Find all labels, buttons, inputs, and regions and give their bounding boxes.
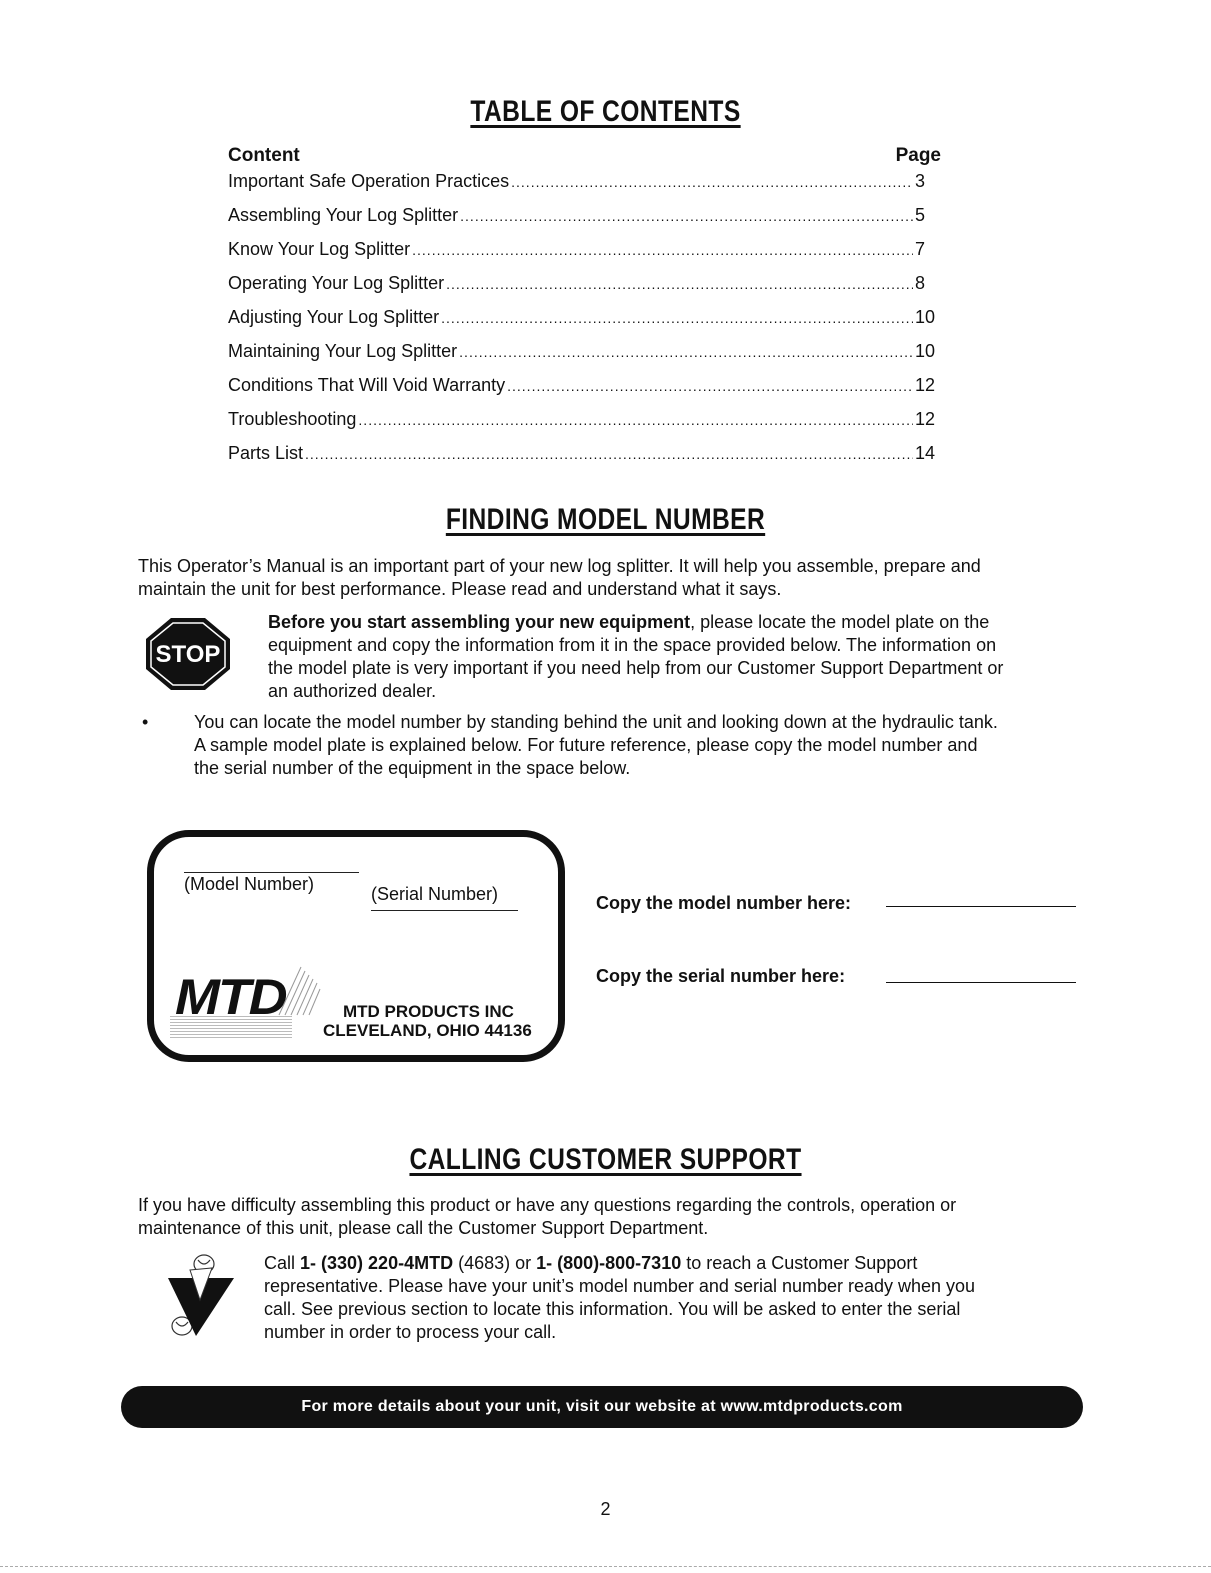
notice-text: equipment and copy the information from it in the space provided below. The information on <box>268 635 997 655</box>
support-text: (4683) or <box>453 1253 537 1273</box>
copy-model-label: Copy the model number here: <box>596 893 852 913</box>
bullet-text: You can locate the model number by standing behind the unit and looking down at the hydraulic tank. <box>194 712 998 732</box>
toc-entry-title: Parts List <box>228 443 304 463</box>
notice-text: the model plate is very important if you need help from our Customer Support Department or <box>268 658 1004 678</box>
mtd-company-city: CLEVELAND, OHIO 44136 <box>323 1021 532 1040</box>
mtd-logo-wing-icon <box>275 965 321 1017</box>
mtd-logo: MTD <box>175 969 286 1025</box>
toc-entry-title: Know Your Log Splitter <box>228 239 411 259</box>
toc-entry-title: Operating Your Log Splitter <box>228 273 445 293</box>
finding-model-number-title: FINDING MODEL NUMBER <box>445 503 766 536</box>
support-text: representative. Please have your unit’s model number and serial number ready when you <box>264 1276 976 1296</box>
serial-number-label: (Serial Number) <box>371 884 499 904</box>
toc-entry-title: Adjusting Your Log Splitter <box>228 307 440 327</box>
notice-bold: Before you start assembling your new equipment <box>268 612 691 632</box>
toc-entry-page: 10 <box>915 307 936 327</box>
support-intro-line: maintenance of this unit, please call the Customer Support Department. <box>138 1218 709 1238</box>
toc-entry <box>228 375 941 409</box>
finding-intro-line: maintain the unit for best performance. Please read and understand what it says. <box>138 579 782 599</box>
bullet-text: the serial number of the equipment in the space below. <box>194 758 631 778</box>
toc-entry <box>228 239 941 273</box>
toc-entry <box>228 171 941 205</box>
support-intro <box>138 1194 1098 1240</box>
toc-entries <box>228 171 941 477</box>
toc-entry <box>228 307 941 341</box>
toc-entry <box>228 341 941 375</box>
copy-serial-label: Copy the serial number here: <box>596 966 846 986</box>
copy-model-line <box>886 906 1076 907</box>
support-intro-line: If you have difficulty assembling this product or have any questions regarding the controls, operation or <box>138 1195 957 1215</box>
bullet-marker: • <box>142 712 149 732</box>
toc-leader-dots <box>305 446 913 462</box>
toc-content-header: Content <box>228 145 300 166</box>
bullet-paragraph <box>194 711 1094 780</box>
support-call-paragraph <box>264 1252 1084 1344</box>
toc-entry-page: 10 <box>915 341 936 361</box>
support-text: number in order to process your call. <box>264 1322 557 1342</box>
stop-sign-label: STOP <box>155 641 221 668</box>
toc-leader-dots <box>460 208 913 224</box>
toc-page-header: Page <box>895 145 941 166</box>
support-phone-2: 1- (800)-800-7310 <box>536 1253 682 1273</box>
model-number-line <box>184 872 359 873</box>
notice-text: an authorized dealer. <box>268 681 437 701</box>
toc-leader-dots <box>358 412 913 428</box>
model-number-label: (Model Number) <box>184 874 315 894</box>
toc-entry-title: Maintaining Your Log Splitter <box>228 341 458 361</box>
toc-entry-page: 12 <box>915 375 936 395</box>
table-of-contents <box>228 145 941 477</box>
mtd-company-name: MTD PRODUCTS INC <box>343 1002 514 1021</box>
customer-support-title: CALLING CUSTOMER SUPPORT <box>409 1143 802 1176</box>
website-banner: For more details about your unit, visit our website at www.mtdproducts.com <box>121 1386 1083 1428</box>
toc-entry-title: Important Safe Operation Practices <box>228 171 510 191</box>
toc-leader-dots <box>441 310 913 326</box>
toc-entry-page: 3 <box>915 171 926 191</box>
toc-entry-page: 12 <box>915 409 936 429</box>
bullet-text: A sample model plate is explained below. For future reference, please copy the model number and <box>194 735 978 755</box>
notice-paragraph <box>268 611 1088 703</box>
toc-entry <box>228 205 941 239</box>
toc-entry-page: 5 <box>915 205 926 225</box>
toc-leader-dots <box>511 174 913 190</box>
serial-number-line <box>371 910 518 911</box>
finding-intro-line: This Operator’s Manual is an important part of your new log splitter. It will help you assemble, prepare and <box>138 556 981 576</box>
toc-entry-title: Assembling Your Log Splitter <box>228 205 459 225</box>
support-text: Call <box>264 1253 301 1273</box>
support-text: call. See previous section to locate this information. You will be asked to enter the serial <box>264 1299 961 1319</box>
support-text: to reach a Customer Support <box>681 1253 918 1273</box>
toc-title: TABLE OF CONTENTS <box>470 95 741 128</box>
toc-header <box>228 145 941 171</box>
toc-entry-title: Troubleshooting <box>228 409 357 429</box>
toc-entry-page: 7 <box>915 239 926 259</box>
notice-text: , please locate the model plate on the <box>690 612 990 632</box>
toc-entry <box>228 409 941 443</box>
finding-intro <box>138 555 1098 601</box>
support-phone-1: 1- (330) 220-4MTD <box>300 1253 454 1273</box>
toc-entry-title: Conditions That Will Void Warranty <box>228 375 506 395</box>
bottom-edge-rule <box>0 1566 1211 1567</box>
toc-leader-dots <box>412 242 913 258</box>
toc-leader-dots <box>507 378 913 394</box>
toc-leader-dots <box>446 276 913 292</box>
toc-entry-page: 8 <box>915 273 926 293</box>
page-number: 2 <box>600 1499 611 1519</box>
copy-serial-line <box>886 982 1076 983</box>
stop-sign-icon <box>145 617 231 691</box>
toc-entry-page: 14 <box>915 443 936 463</box>
toc-leader-dots <box>459 344 913 360</box>
telephone-icon <box>160 1250 238 1342</box>
toc-entry <box>228 443 941 477</box>
toc-entry <box>228 273 941 307</box>
